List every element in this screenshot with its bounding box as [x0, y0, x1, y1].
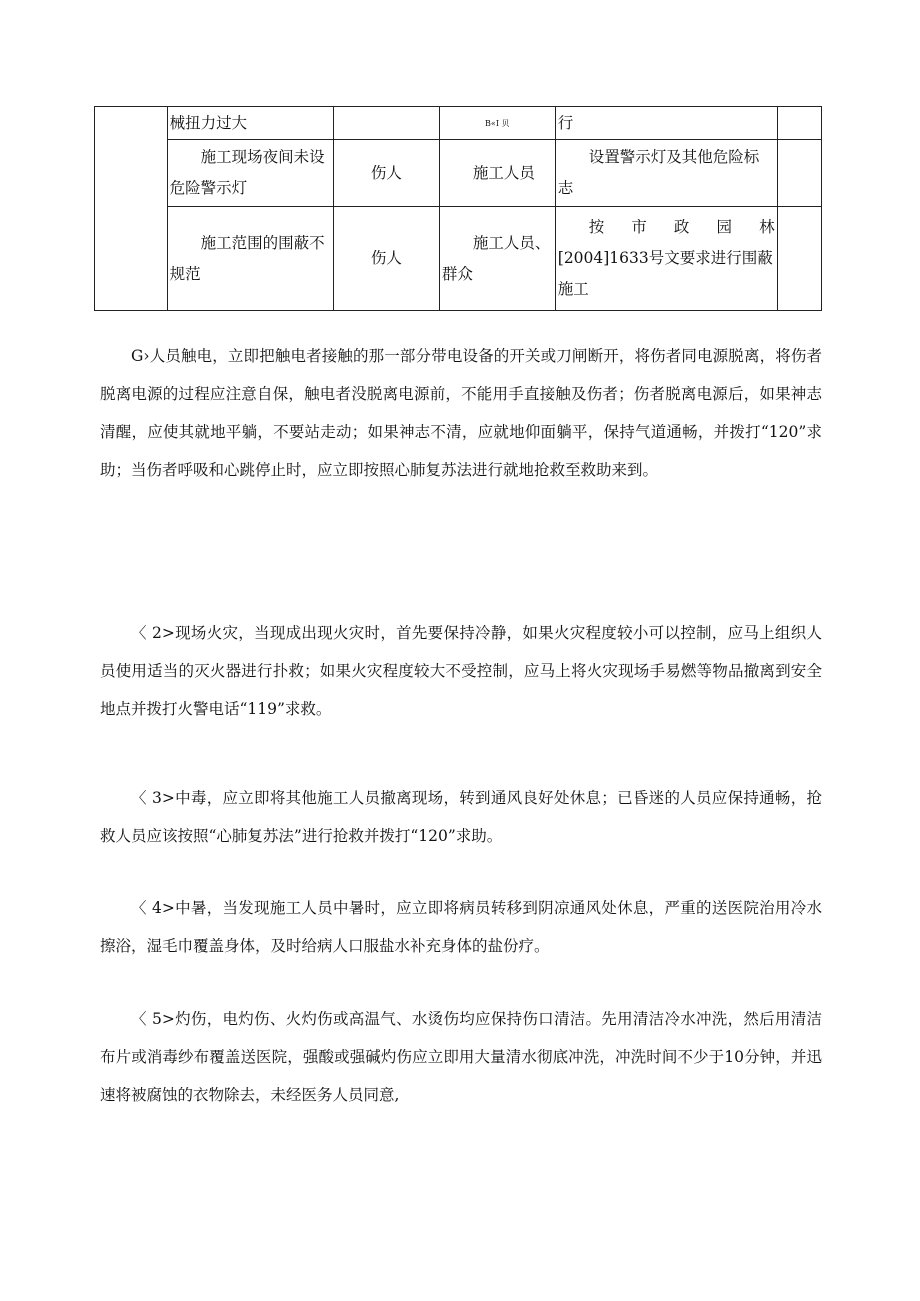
- table-cell-measure: 设置警示灯及其他危险标志: [555, 140, 777, 207]
- hazard-table: [94, 106, 822, 311]
- paragraph-poisoning: 〈 3>中毒，应立即将其他施工人员撤离现场，转到通风良好处休息；已昏迷的人员应保持通畅，抢救人员应该按照“心肺复苏法”进行抢救并拨打“120”求助。: [100, 789, 822, 845]
- table-cell-hazard: 施工范围的围蔽不规范: [167, 207, 333, 311]
- table-cell-affected: 施工人员: [439, 140, 555, 207]
- table-cell-consequence: 伤人: [333, 140, 439, 207]
- table-cell-note: [777, 140, 821, 207]
- table-cell-note: [777, 207, 821, 311]
- table-cell-affected: B«I 贝: [439, 107, 555, 140]
- table-cell-consequence: 伤人: [333, 207, 439, 311]
- table-cell-consequence: [333, 107, 439, 140]
- table-cell-note: [777, 107, 821, 140]
- paragraph-electric-shock: G›人员触电，立即把触电者接触的那一部分带电设备的开关或刀闸断开，将伤者同电源脱离，将伤者脱离电源的过程应注意自保，触电者没脱离电源前，不能用手直接触及伤者；伤者脱离电源后，如果神志清醒，应使其就地平躺，不要站走动；如果神志不清，应就地仰面躺平，保持气道通畅，并拨打“120”求助；当伤者呼吸和心跳停止时，应立即按照心肺复苏法进行就地抢救至救助来到。: [100, 347, 822, 479]
- paragraph-heatstroke: 〈 4>中暑，当发现施工人员中暑时，应立即将病员转移到阴凉通风处休息，严重的送医院治用冷水擦浴，湿毛巾覆盖身体，及时给病人口服盐水补充身体的盐份疗。: [100, 899, 822, 955]
- measure-line-1: 按市政园林: [588, 218, 775, 236]
- table-cell-category: [95, 107, 168, 311]
- table-row: [95, 140, 822, 207]
- table-row: [95, 207, 822, 311]
- measure-line-rest: [2004]1633号文要求进行围蔽施工: [557, 249, 773, 298]
- table-cell-hazard: 械扭力过大: [167, 107, 333, 140]
- table-cell-measure: [555, 207, 777, 311]
- paragraph-burns: 〈 5>灼伤，电灼伤、火灼伤或高温气、水烫伤均应保持伤口清洁。先用清洁冷水冲洗，然后用清洁布片或消毒纱布覆盖送医院，强酸或强碱灼伤应立即用大量清水彻底冲洗，冲洗时间不少于10分钟，并迅速将被腐蚀的衣物除去，未经医务人员同意,: [100, 1010, 822, 1104]
- table-cell-measure: 行: [555, 107, 777, 140]
- table-cell-affected: 施工人员、群众: [439, 207, 555, 311]
- table-row: [95, 107, 822, 140]
- paragraph-fire: 〈 2>现场火灾，当现成出现火灾时，首先要保持冷静，如果火灾程度较小可以控制，应马上组织人员使用适当的灭火器进行扑救；如果火灾程度较大不受控制，应马上将火灾现场手易燃等物品撤离到安全地点并拨打火警电话“119”求救。: [100, 624, 822, 718]
- table-cell-hazard: 施工现场夜间未设危险警示灯: [167, 140, 333, 207]
